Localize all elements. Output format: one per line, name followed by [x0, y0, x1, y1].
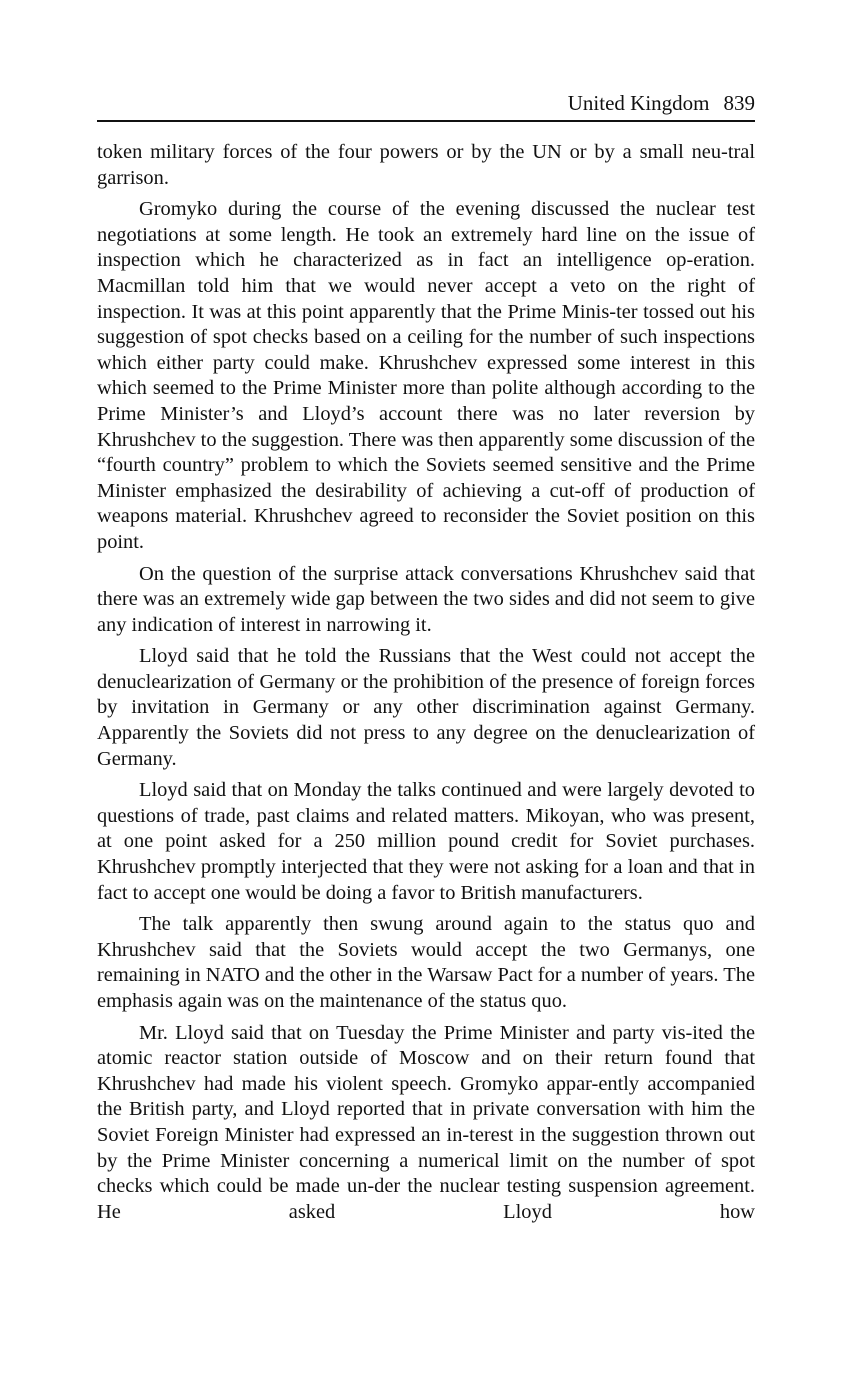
paragraph-4: Lloyd said that he told the Russians that the West could not accept the denuclearization of Germany or the prohibition of the presence of foreign forces by invitation in Germany or any other discrimination against Germany. Apparently the Soviets did not press to any degree on the denuclearization of Germany.: [97, 645, 755, 770]
paragraph-6: The talk apparently then swung around again to the status quo and Khrushchev said that the Soviets would accept the two Germanys, one remaining in NATO and the other in the Warsaw Pact for a number of years. The emphasis again was on the maintenance of the status quo.: [97, 913, 755, 1012]
paragraph-5: Lloyd said that on Monday the talks continued and were largely devoted to questions of trade, past claims and related matters. Mikoyan, who was present, at one point asked for a 250 million pound credit for Soviet purchases. Khrushchev promptly interjected that they were not asking for a loan and that in fact to accept one would be doing a favor to British manufacturers.: [97, 779, 755, 904]
paragraph-1: token military forces of the four powers or by the UN or by a small neu-tral garrison.: [97, 141, 755, 189]
running-head-section-title: United Kingdom: [567, 91, 710, 115]
paragraph-7: Mr. Lloyd said that on Tuesday the Prime Minister and party vis-ited the atomic reactor station outside of Moscow and on their return found that Khrushchev had made his violent speech. Gromyko appar-ently accompanied the British party, and Lloyd reported that in private conversation with him the Soviet Foreign Minister had expressed an in-terest in the suggestion thrown out by the Prime Minister concerning a numerical limit on the number of spot checks which could be made un-der the nuclear testing suspension agreement. He asked Lloyd how: [97, 1021, 755, 1223]
paragraph-3: On the question of the surprise attack conversations Khrushchev said that there was an extremely wide gap between the two sides and did not seem to give any indication of interest in narrowing it.: [97, 562, 755, 636]
paragraph-2: Gromyko during the course of the evening discussed the nuclear test negotiations at some length. He took an extremely hard line on the issue of inspection which he characterized as in fact an intelligence op-eration. Macmillan told him that we would never accept a veto on the right of inspection. It was at this point apparently that the Prime Minis-ter tossed out his suggestion of spot checks based on a ceiling for the number of such inspections which either party could make. Khrushchev expressed some interest in this which seemed to the Prime Minister more than polite although according to the Prime Minister’s and Lloyd’s account there was no later reversion by Khrushchev to the suggestion. There was then apparently some discussion of the “fourth country” problem to which the Soviets seemed sensitive and the Prime Minister emphasized the desirability of achieving a cut-off of production of weapons material. Khrushchev agreed to reconsider the Soviet position on this point.: [97, 198, 755, 553]
running-header: [97, 88, 755, 122]
page-number: 839: [723, 91, 755, 115]
body-text: [97, 140, 755, 1225]
document-page: [97, 88, 755, 1225]
